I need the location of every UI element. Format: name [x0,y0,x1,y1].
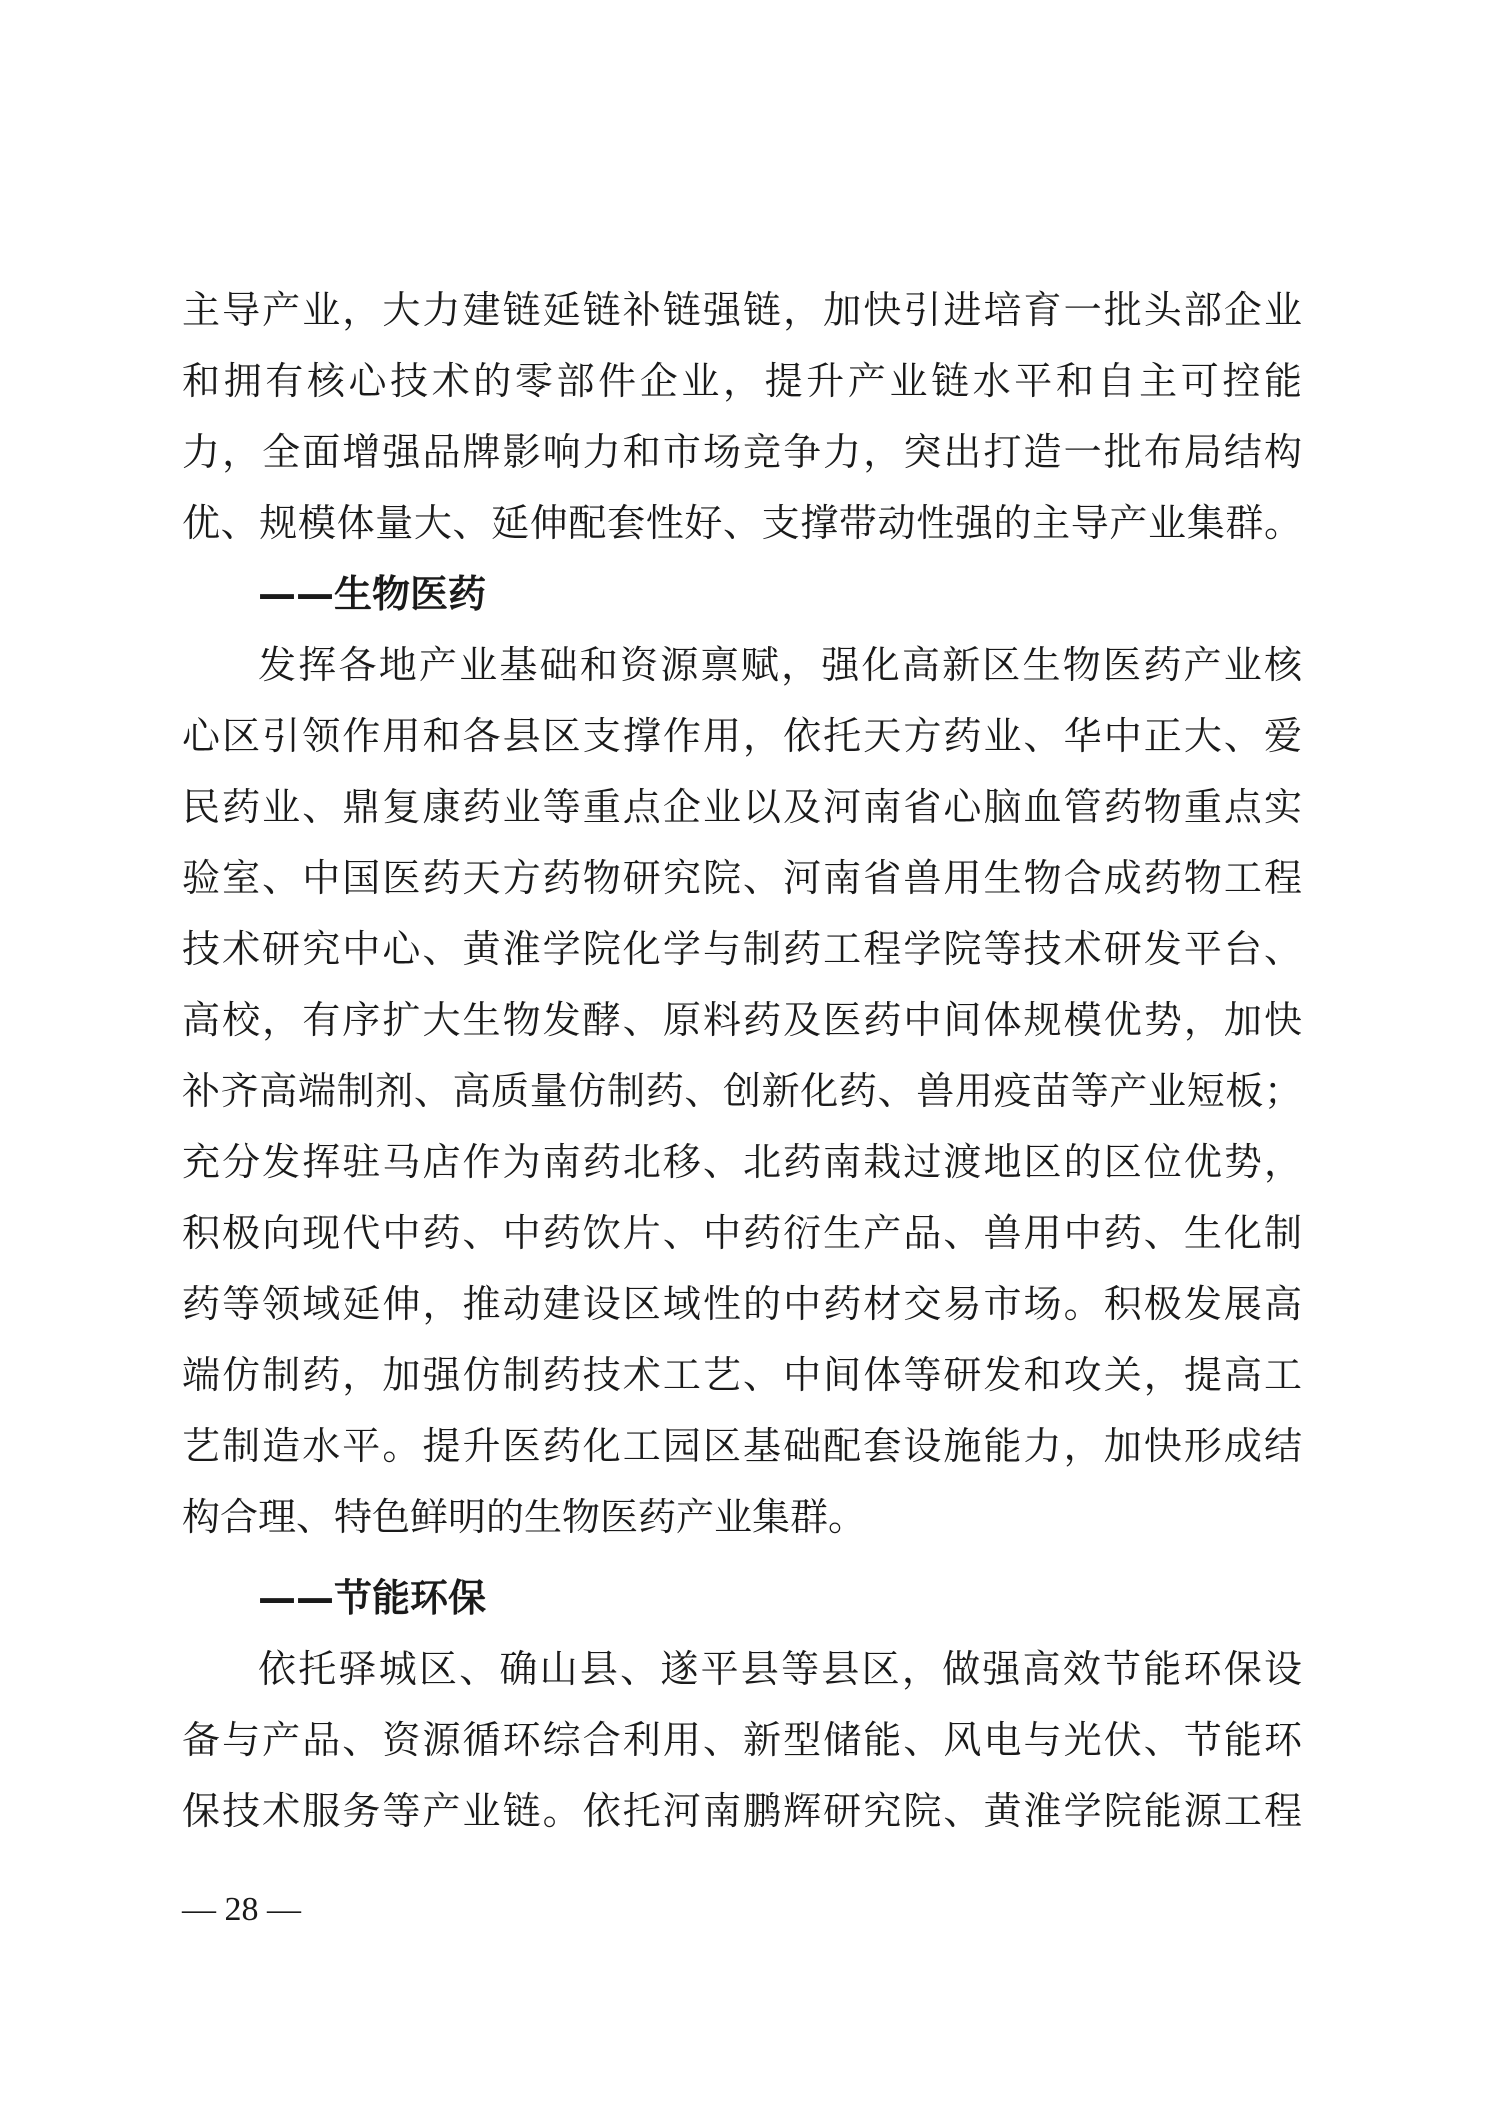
section-heading-biomed: ——生物医药 [258,572,487,616]
paragraph-line: 充分发挥驻马店作为南药北移、北药南栽过渡地区的区位优势， [182,1140,1302,1184]
paragraph-line: 验室、中国医药天方药物研究院、河南省兽用生物合成药物工程 [182,856,1302,900]
page-number: — 28 — [182,1891,301,1928]
paragraph-line: 民药业、鼎复康药业等重点企业以及河南省心脑血管药物重点实 [182,785,1302,829]
section-heading-energy: ——节能环保 [258,1576,487,1620]
paragraph-line: 主导产业，大力建链延链补链强链，加快引进培育一批头部企业 [182,288,1302,332]
paragraph-line: 艺制造水平。提升医药化工园区基础配套设施能力，加快形成结 [182,1424,1302,1468]
paragraph-line: 力，全面增强品牌影响力和市场竞争力，突出打造一批布局结构 [182,430,1302,474]
paragraph-line: 补齐高端制剂、高质量仿制药、创新化药、兽用疫苗等产业短板； [182,1069,1302,1113]
paragraph-line: 优、规模体量大、延伸配套性好、支撑带动性强的主导产业集群。 [182,501,1302,545]
paragraph-line: 保技术服务等产业链。依托河南鹏辉研究院、黄淮学院能源工程 [182,1789,1302,1833]
paragraph-line: 药等领域延伸，推动建设区域性的中药材交易市场。积极发展高 [182,1282,1302,1326]
paragraph-line: 备与产品、资源循环综合利用、新型储能、风电与光伏、节能环 [182,1718,1302,1762]
paragraph-line: 技术研究中心、黄淮学院化学与制药工程学院等技术研发平台、 [182,927,1302,971]
paragraph-line: 和拥有核心技术的零部件企业，提升产业链水平和自主可控能 [182,359,1302,403]
paragraph-line: 高校，有序扩大生物发酵、原料药及医药中间体规模优势，加快 [182,998,1302,1042]
paragraph-line: 积极向现代中药、中药饮片、中药衍生产品、兽用中药、生化制 [182,1211,1302,1255]
paragraph-line: 依托驿城区、确山县、遂平县等县区，做强高效节能环保设 [258,1647,1302,1691]
paragraph-line: 心区引领作用和各县区支撑作用，依托天方药业、华中正大、爱 [182,714,1302,758]
paragraph-line: 发挥各地产业基础和资源禀赋，强化高新区生物医药产业核 [258,643,1302,687]
paragraph-line: 端仿制药，加强仿制药技术工艺、中间体等研发和攻关，提高工 [182,1353,1302,1397]
paragraph-line: 构合理、特色鲜明的生物医药产业集群。 [182,1495,867,1539]
